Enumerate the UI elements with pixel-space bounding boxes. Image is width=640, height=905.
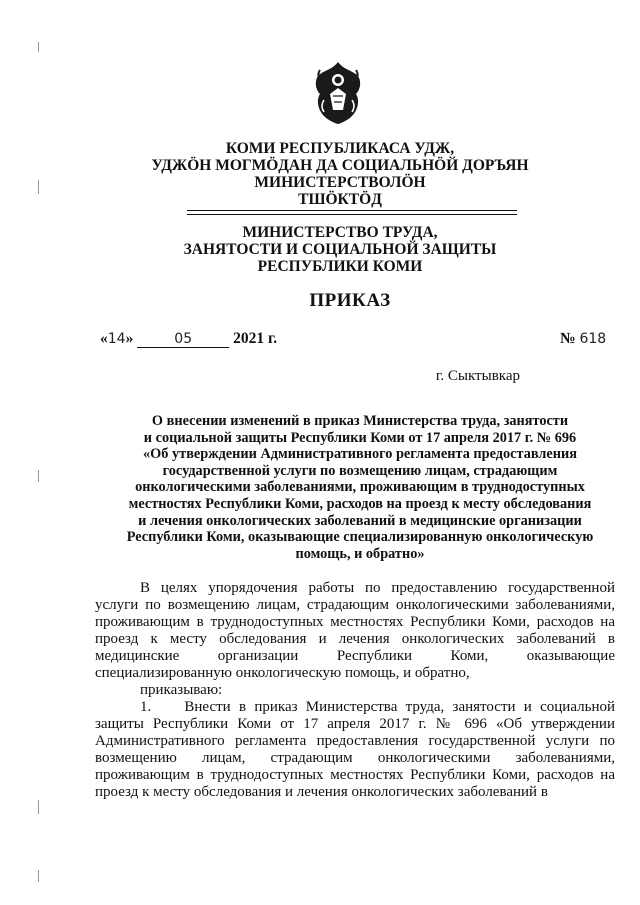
order-body — [95, 580, 615, 801]
date-month: 05 — [137, 331, 229, 348]
header-ru-line: МИНИСТЕРСТВО ТРУДА, — [242, 224, 438, 241]
preamble-paragraph: В целях упорядочения работы по предоставлению государственной услуги по возмещению лицам, страдающим онкологическими заболеваниями, проживающим в труднодоступных местностях Республики Коми, расходов на проезд к месту обследования и лечения онкологических заболеваний в медицинские организации Республики Коми, оказывающие специализированную онкологическую помощь, и обратно, — [95, 580, 615, 681]
header-komi-line: ТШӦКТӦД — [298, 191, 382, 208]
number-value: 618 — [579, 331, 607, 347]
document-type-title: ПРИКАЗ — [309, 290, 391, 311]
scan-artifact — [38, 800, 39, 814]
header-komi-line: МИНИСТЕРСТВОЛӦН — [254, 174, 426, 191]
subject-line: онкологическими заболеваниями, проживающим в труднодоступных — [135, 479, 585, 496]
subject-line: и лечения онкологических заболеваний в медицинские организации — [138, 512, 582, 529]
order-number — [560, 330, 606, 348]
subject-line: и социальной защиты Республики Коми от 17 апреля 2017 г. № 696 — [143, 429, 577, 446]
coat-of-arms-emblem — [310, 60, 366, 126]
subject-line: помощь, и обратно» — [295, 545, 425, 562]
city-name: г. Сыктывкар — [435, 368, 520, 384]
header-ru-line: ЗАНЯТОСТИ И СОЦИАЛЬНОЙ ЗАЩИТЫ — [183, 241, 497, 258]
subject-line: местностях Республики Коми, расходов на проезд к месту обследования — [128, 495, 592, 512]
scan-artifact — [38, 470, 39, 482]
date-year: 2021 г. — [233, 330, 278, 347]
scan-artifact — [38, 870, 39, 882]
header-divider — [187, 210, 517, 211]
subject-line: О внесении изменений в приказ Министерства труда, занятости — [151, 413, 569, 429]
date-day: 14 — [107, 331, 126, 347]
date-close-quote: » — [125, 330, 134, 347]
subject-line: государственной услуги по возмещению лицам, страдающим — [162, 462, 558, 479]
order-date — [100, 330, 277, 348]
number-sign: № — [560, 330, 576, 347]
header-ru-line: РЕСПУБЛИКИ КОМИ — [257, 258, 423, 275]
scan-artifact — [38, 42, 39, 52]
header-komi-line: УДЖӦН МОГМӦДАН ДА СОЦИАЛЬНӦЙ ДОРЪЯН — [151, 157, 529, 174]
subject-line: «Об утверждении Административного регламента предоставления — [143, 446, 577, 463]
header-russian — [100, 224, 580, 275]
item-1-paragraph: 1. Внести в приказ Министерства труда, занятости и социальной защиты Республики Коми от 17 апреля 2017 г. № 696 «Об утверждении Административного регламента предоставления государственной услуги по возмещению лицам, страдающим онкологическими заболеваниями, проживающим в труднодоступных местностях Республики Коми, расходов на проезд к месту обследования и лечения онкологических заболеваний в — [95, 699, 615, 800]
header-komi-line: КОМИ РЕСПУБЛИКАСА УДЖ, — [225, 140, 455, 157]
scan-artifact — [38, 180, 39, 194]
header-divider-thin — [187, 214, 517, 215]
date-open-quote: « — [100, 330, 108, 347]
order-subject — [100, 413, 620, 562]
order-word: приказываю: — [140, 682, 223, 698]
header-komi — [100, 140, 580, 208]
subject-line: Республики Коми, оказывающие специализированную онкологическую — [126, 529, 594, 546]
